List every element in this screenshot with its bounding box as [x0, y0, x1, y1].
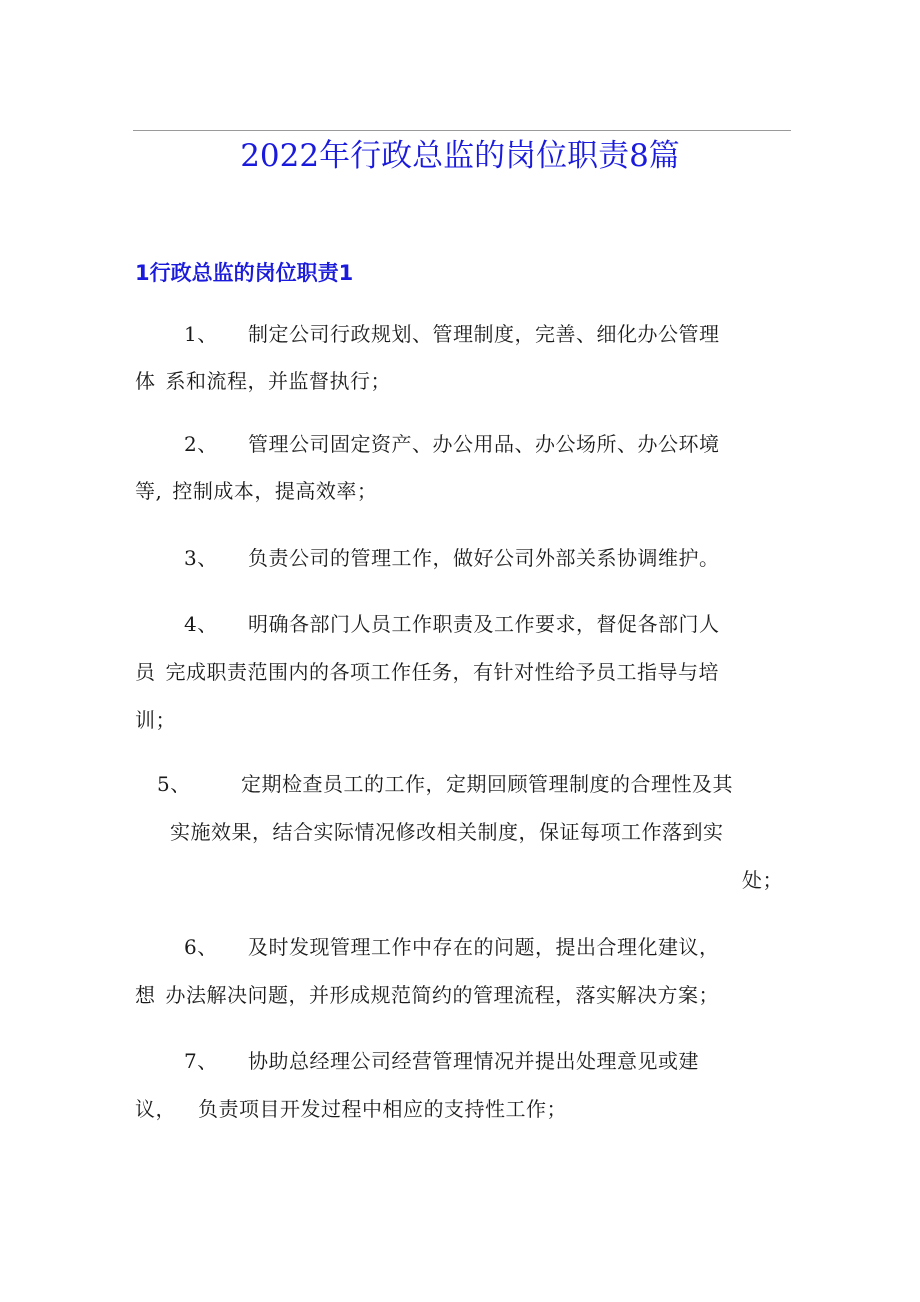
- list-item-1: [135, 321, 790, 394]
- item-number: 1、: [184, 322, 218, 346]
- section-heading: 1行政总监的岗位职责1: [135, 261, 354, 285]
- item-text: 完成职责范围内的各项工作任务，有针对性给予员工指导与培: [165, 660, 719, 684]
- item-text: 明确各部门人员工作职责及工作要求，督促各部门人: [248, 612, 720, 636]
- item-text: 处；: [742, 868, 783, 892]
- item-text: 定期检查员工的工作，定期回顾管理制度的合理性及其: [241, 772, 733, 796]
- item-text: 实施效果，结合实际情况修改相关制度，保证每项工作落到实: [170, 820, 724, 844]
- item-number: 7、: [184, 1049, 218, 1073]
- item-text: 办法解决问题，并形成规范简约的管理流程，落实解决方案；: [165, 983, 719, 1007]
- header-rule: [133, 130, 791, 131]
- item-text: 训；: [135, 708, 176, 732]
- item-number: 6、: [184, 935, 218, 959]
- item-text: 协助总经理公司经营管理情况并提出处理意见或建: [248, 1049, 699, 1073]
- item-text: 体: [135, 369, 156, 393]
- item-number: 2、: [184, 432, 218, 456]
- item-text: 议，: [135, 1097, 176, 1121]
- list-item-3: [135, 545, 790, 571]
- list-item-5: [135, 771, 785, 893]
- list-item-6: [135, 934, 790, 1008]
- list-item-4: [135, 611, 790, 733]
- item-text: 想: [135, 983, 156, 1007]
- list-item-2: [135, 431, 790, 504]
- item-text: 负责项目开发过程中相应的支持性工作；: [198, 1097, 567, 1121]
- document-title: 2022年行政总监的岗位职责8篇: [240, 138, 680, 174]
- item-number: 4、: [184, 612, 218, 636]
- item-text: 制定公司行政规划、管理制度，完善、细化办公管理: [248, 322, 720, 346]
- item-number: 3、: [184, 546, 218, 570]
- item-text: 系和流程，并监督执行；: [165, 369, 391, 393]
- item-number: 5、: [157, 772, 191, 796]
- item-text: 负责公司的管理工作，做好公司外部关系协调维护。: [248, 546, 720, 570]
- item-text: 管理公司固定资产、办公用品、办公场所、办公环境: [248, 432, 720, 456]
- item-text: 员: [135, 660, 156, 684]
- item-text: 控制成本，提高效率；: [172, 479, 378, 503]
- list-item-7: [135, 1048, 790, 1122]
- item-text: 等,: [135, 479, 163, 503]
- item-text: 及时发现管理工作中存在的问题，提出合理化建议，: [248, 935, 720, 959]
